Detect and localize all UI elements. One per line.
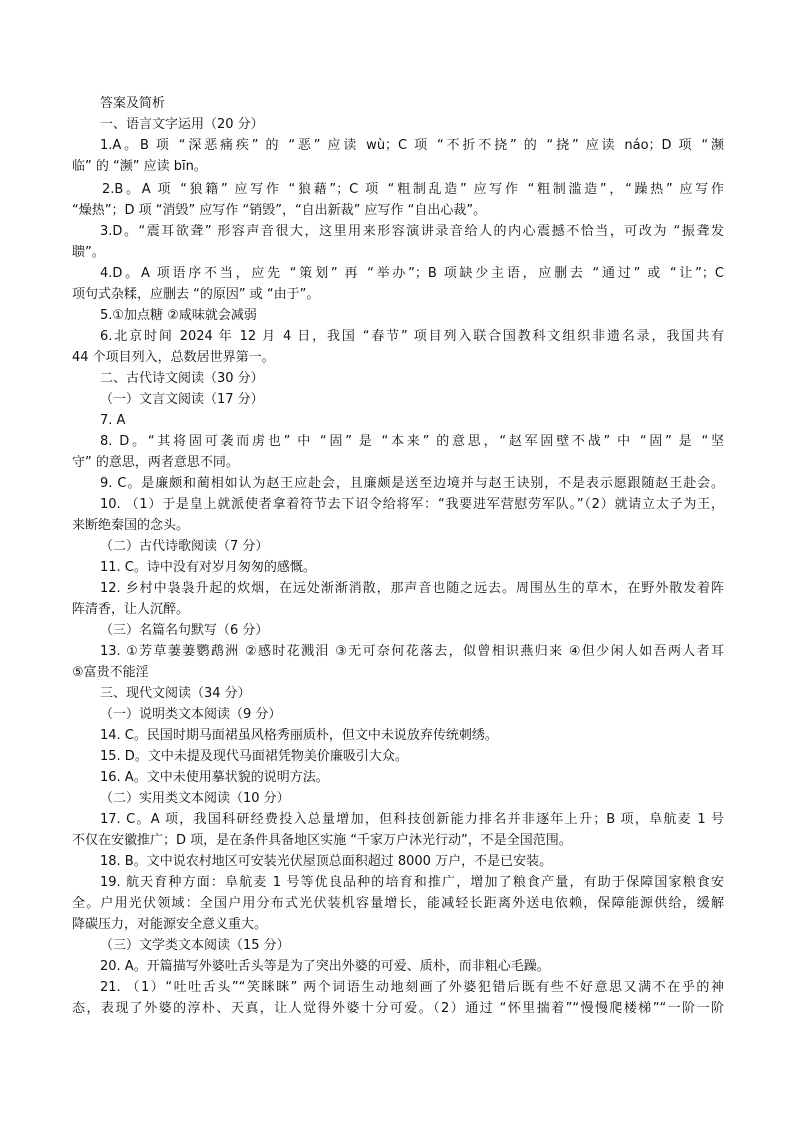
text-line: 全。户用光伏领域：全国户用分布式光伏装机容量增长，能减轻长距离外送电依赖，保障能源供给，缓解 [72,896,724,911]
text-line: 二、古代诗文阅读（30 分） [100,371,264,386]
text-line: 11. C。诗中没有对岁月匆匆的感慨。 [100,560,316,575]
text-line: 答案及简析 [100,96,166,111]
text-line: 5.①加点糖 ②咸味就会减弱 [100,308,257,323]
text-line: （二）古代诗歌阅读（7 分） [100,539,269,554]
text-line: 9. C。是廉颇和蔺相如认为赵王应赴会，且廉颇是送至边境并与赵王诀别，不是表示愿跟随赵王赴会。 [100,476,724,491]
text-line: 15. D。文中未提及现代马面裙凭物美价廉吸引大众。 [100,749,408,764]
text-line: （三）名篇名句默写（6 分） [100,623,269,638]
text-line: 13. ①芳草萋萋鹦鹉洲 ②感时花溅泪 ③无可奈何花落去，似曾相识燕归来 ④但少闲人如吾两人者耳 [100,644,724,659]
text-line: 三、现代文阅读（34 分） [100,686,251,701]
text-line: 21. （1）“吐吐舌头”“笑眯眯” 两个词语生动地刻画了外婆犯错后既有些不好意思又满不在乎的神 [100,980,724,995]
text-line: 一、语言文字运用（20 分） [100,117,264,132]
text-line: “燥热”；D 项 “消毁” 应写作 “销毁”，“自出新裁” 应写作 “自出心裁”。 [72,203,487,218]
text-line: 16. A。文中未使用摹状貌的说明方法。 [100,770,329,785]
text-line: 临” 的 “濒” 应读 bīn。 [72,159,207,174]
text-line: （一）说明类文本阅读（9 分） [100,707,282,722]
text-line: 19. 航天育种方面：阜航麦 1 号等优良品种的培育和推广，增加了粮食产量，有助于保障国家粮食安 [100,875,724,890]
text-line: 44 个项目列入，总数居世界第一。 [72,350,275,365]
text-line: 聩”。 [72,245,105,260]
text-line: （一）文言文阅读（17 分） [100,392,264,407]
text-line: ⑤富贵不能淫 [72,665,149,680]
text-line: 来断绝秦国的念头。 [72,518,190,533]
text-line: 4.D。A 项语序不当，应先 “策划” 再 “举办”；B 项缺少主语，应删去 “通过” 或 “让”；C [100,266,724,281]
text-line: 守” 的意思，两者意思不同。 [72,455,239,470]
text-line: 不仅在安徽推广；D 项，是在条件具备地区实施 “千家万户沐光行动”，不是全国范围。 [72,833,572,848]
text-line: 3.D。“震耳欲聋” 形容声音很大，这里用来形容演讲录音给人的内心震撼不恰当，可改为 “振聋发 [100,224,724,239]
text-line: 2.B。A 项 “狼籍” 应写作 “狼藉”；C 项 “粗制乱造” 应写作 “粗制滥造”，“躁热” 应写作 [102,182,724,197]
text-line: （二）实用类文本阅读（10 分） [100,791,290,806]
text-line: 项句式杂糅，应删去 “的原因” 或 “由于”。 [72,287,320,302]
text-line: 12. 乡村中袅袅升起的炊烟，在远处渐渐消散，那声音也随之远去。周围丛生的草木，在野外散发着阵 [100,581,724,596]
text-line: 17. C。A 项，我国科研经费投入总量增加，但科技创新能力排名并非逐年上升；B 项，阜航麦 1 号 [100,812,724,827]
text-line: 阵清香，让人沉醉。 [72,602,190,617]
text-line: 8. D。“其将固可袭而虏也” 中 “固” 是 “本来” 的意思，“赵军固壁不战” 中 “固” 是 “坚 [100,434,724,449]
text-line: 态，表现了外婆的淳朴、天真，让人觉得外婆十分可爱。（2）通过 “怀里揣着”“慢慢爬楼梯”“一阶一阶 [72,1001,724,1016]
text-line: 降碳压力，对能源安全意义重大。 [72,917,268,932]
text-line: 10. （1）于是皇上就派使者拿着符节去下诏令给将军：“我要进军营慰劳军队。”（2）就请立太子为王， [100,497,724,512]
text-line: 6.北京时间 2024 年 12 月 4 日，我国 “春节” 项目列入联合国教科文组织非遗名录，我国共有 [100,329,724,344]
text-line: （三）文学类文本阅读（15 分） [100,938,290,953]
text-line: 18. B。文中说农村地区可安装光伏屋顶总面积超过 8000 万户，不是已安装。 [100,854,553,869]
text-line: 14. C。民国时期马面裙虽风格秀丽质朴，但文中未说放弃传统刺绣。 [100,728,498,743]
text-line: 7. A [100,413,126,428]
text-line: 20. A。开篇描写外婆吐舌头等是为了突出外婆的可爱、质朴，而非粗心毛躁。 [100,959,550,974]
text-line: 1.A。B 项 “深恶痛疾” 的 “恶” 应读 wù；C 项 “不折不挠” 的 “挠” 应读 náo；D 项 “濒 [100,138,724,153]
